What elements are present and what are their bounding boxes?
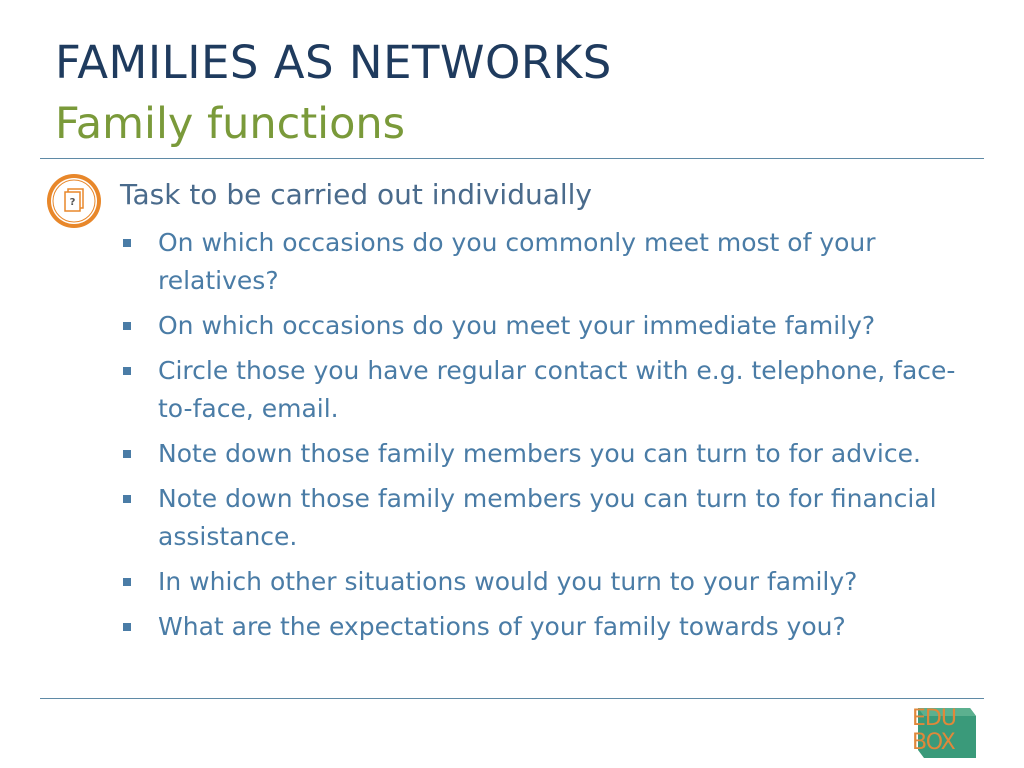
- task-heading: Task to be carried out individually: [120, 178, 592, 211]
- square-bullet-icon: [123, 450, 131, 458]
- list-item-text: On which occasions do you commonly meet most of your relatives?: [158, 228, 876, 295]
- list-item-text: Note down those family members you can turn to for advice.: [158, 439, 921, 468]
- square-bullet-icon: [123, 322, 131, 330]
- svg-text:?: ?: [69, 197, 76, 208]
- bottom-divider: [40, 698, 984, 699]
- list-item-text: Circle those you have regular contact with e.g. telephone, face-to-face, email.: [158, 356, 956, 423]
- list-item: [120, 352, 960, 428]
- list-item: [120, 435, 960, 473]
- top-divider: [40, 158, 984, 159]
- square-bullet-icon: [123, 578, 131, 586]
- logo-text: [912, 707, 956, 755]
- list-item: [120, 480, 960, 556]
- list-item-text: What are the expectations of your family towards you?: [158, 612, 846, 641]
- list-item: [120, 307, 960, 345]
- logo-line-2: BOX: [912, 730, 955, 755]
- task-document-question-icon: [45, 172, 103, 230]
- slide-subtitle: Family functions: [55, 99, 406, 149]
- list-item: [120, 224, 960, 300]
- square-bullet-icon: [123, 623, 131, 631]
- list-item-text: On which occasions do you meet your immediate family?: [158, 311, 876, 340]
- square-bullet-icon: [123, 495, 131, 503]
- task-question-list: [120, 224, 960, 653]
- square-bullet-icon: [123, 367, 131, 375]
- slide-title: FAMILIES AS NETWORKS: [55, 36, 612, 89]
- list-item-text: Note down those family members you can turn to for financial assistance.: [158, 484, 937, 551]
- square-bullet-icon: [123, 239, 131, 247]
- list-item: [120, 608, 960, 646]
- list-item-text: In which other situations would you turn to your family?: [158, 567, 858, 596]
- list-item: [120, 563, 960, 601]
- logo-line-1: EDU: [912, 706, 956, 731]
